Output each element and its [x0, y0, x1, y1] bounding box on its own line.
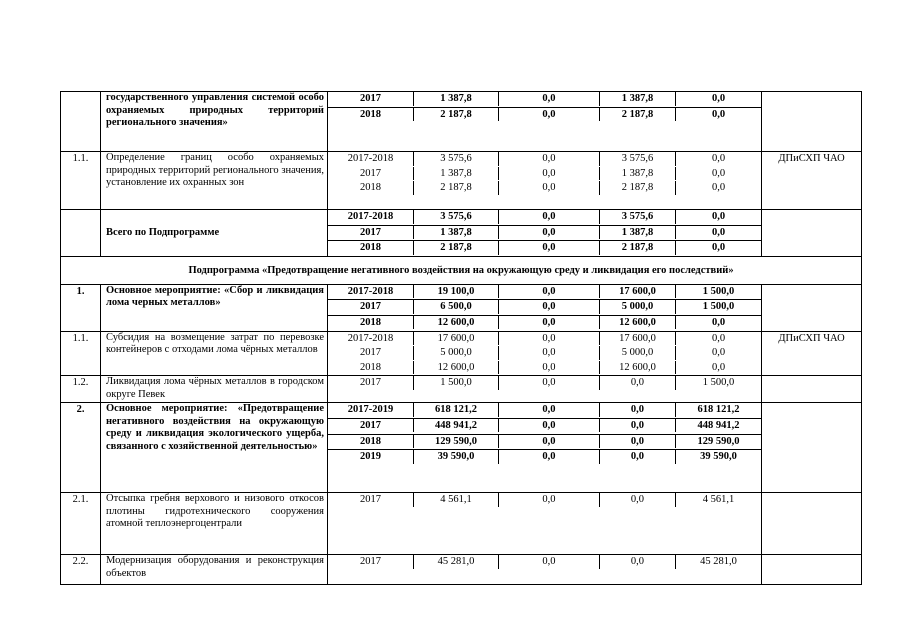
amount-value: 5 000,0 — [599, 300, 675, 314]
amount-value: 17 600,0 — [599, 332, 675, 346]
responsible-executor — [762, 403, 862, 493]
year-value: 2018 — [360, 242, 381, 254]
amount-value: 448 941,2 — [675, 419, 761, 433]
amount-value: 0,0 — [498, 108, 599, 122]
year-value: 2017 — [360, 167, 381, 179]
table-row — [61, 493, 862, 555]
amount-value: 2 187,8 — [599, 108, 675, 122]
table-row — [61, 92, 862, 152]
amount-value: 129 590,0 — [675, 435, 761, 449]
amount-value: 0,0 — [675, 167, 761, 181]
amount-value: 618 121,2 — [675, 403, 761, 417]
financing-line — [328, 181, 761, 196]
amount-value: 0,0 — [498, 300, 599, 314]
amount-value: 0,0 — [498, 346, 599, 360]
amount-value: 19 100,0 — [413, 285, 498, 299]
amount-value: 0,0 — [498, 167, 599, 181]
financing-cell — [328, 284, 762, 331]
activity-name: Субсидия на возмещение затрат по перевозке контейнеров с отходами лома чёрных металлов — [101, 331, 328, 376]
activity-name: Основное мероприятие: «Предотвращение негативного воздействия на окружающую среду и ликвидация экологического ущерба, связанного с хозяйственной деятельностью» — [101, 403, 328, 493]
amount-value: 39 590,0 — [413, 450, 498, 464]
amount-value: 0,0 — [498, 226, 599, 240]
year-value: 2017-2018 — [347, 332, 394, 344]
year-value: 2017-2019 — [347, 404, 394, 416]
financing-line — [328, 403, 761, 419]
amount-value: 0,0 — [498, 419, 599, 433]
amount-value: 5 000,0 — [413, 346, 498, 360]
year-value: 2017 — [360, 377, 381, 389]
row-number — [61, 92, 101, 152]
year-value: 2019 — [360, 451, 381, 463]
financing-line — [328, 346, 761, 361]
amount-value: 3 575,6 — [599, 210, 675, 224]
financing-cell — [328, 331, 762, 376]
row-number: 1.1. — [61, 331, 101, 376]
financing-line — [328, 108, 761, 123]
amount-value: 2 187,8 — [413, 241, 498, 255]
year-value: 2017 — [360, 93, 381, 104]
amount-value: 5 000,0 — [599, 346, 675, 360]
financing-line — [328, 167, 761, 182]
row-number: 1.2. — [61, 376, 101, 403]
amount-value: 1 387,8 — [599, 226, 675, 240]
amount-value: 17 600,0 — [599, 285, 675, 299]
amount-value: 1 500,0 — [413, 376, 498, 390]
activity-name: Основное мероприятие: «Сбор и ликвидация лома черных металлов» — [101, 284, 328, 331]
amount-value: 6 500,0 — [413, 300, 498, 314]
financing-cell — [328, 403, 762, 493]
amount-value: 12 600,0 — [599, 361, 675, 375]
amount-value: 1 387,8 — [413, 226, 498, 240]
amount-value: 2 187,8 — [599, 241, 675, 255]
amount-value: 2 187,8 — [413, 181, 498, 195]
activity-name: Отсыпка гребня верхового и низового откосов плотины гидротехнического сооружения атомной теплоэнергоцентрали — [101, 493, 328, 555]
amount-value: 0,0 — [675, 241, 761, 255]
document-page — [60, 91, 861, 585]
amount-value: 0,0 — [498, 181, 599, 195]
amount-value: 0,0 — [599, 450, 675, 464]
amount-value: 1 500,0 — [675, 376, 761, 390]
amount-value: 0,0 — [675, 108, 761, 122]
amount-value: 0,0 — [498, 332, 599, 346]
year-value: 2018 — [360, 316, 381, 328]
financing-line — [328, 316, 761, 331]
amount-value: 0,0 — [498, 435, 599, 449]
row-number: 2.1. — [61, 493, 101, 555]
responsible-executor: ДПиСХП ЧАО — [762, 152, 862, 210]
amount-value: 0,0 — [675, 316, 761, 330]
amount-value: 1 387,8 — [599, 167, 675, 181]
amount-value: 4 561,1 — [413, 493, 498, 507]
financing-cell — [328, 152, 762, 210]
row-number: 1.1. — [61, 152, 101, 210]
amount-value: 0,0 — [675, 210, 761, 224]
financing-line — [328, 376, 761, 391]
financing-line — [328, 361, 761, 376]
activity-name: Определение границ особо охраняемых природных территорий регионального значения, установление их охранных зон — [101, 152, 328, 210]
amount-value: 0,0 — [675, 92, 761, 106]
amount-value: 618 121,2 — [413, 403, 498, 417]
amount-value: 1 500,0 — [675, 285, 761, 299]
financing-line — [328, 285, 761, 301]
amount-value: 129 590,0 — [413, 435, 498, 449]
amount-value: 0,0 — [498, 361, 599, 375]
amount-value: 12 600,0 — [413, 361, 498, 375]
amount-value: 1 387,8 — [413, 92, 498, 106]
financing-line — [328, 419, 761, 435]
amount-value: 0,0 — [498, 493, 599, 507]
year-value: 2017 — [360, 347, 381, 359]
amount-value: 0,0 — [498, 92, 599, 106]
amount-value: 0,0 — [675, 346, 761, 360]
table-row — [61, 403, 862, 493]
amount-value: 0,0 — [498, 210, 599, 224]
amount-value: 1 387,8 — [599, 92, 675, 106]
amount-value: 0,0 — [599, 403, 675, 417]
responsible-executor — [762, 376, 862, 403]
activity-name: Модернизация оборудования и реконструкция объектов — [101, 555, 328, 585]
financing-line — [328, 332, 761, 347]
financing-line — [328, 555, 761, 570]
financing-cell — [328, 555, 762, 585]
amount-value: 0,0 — [675, 181, 761, 195]
amount-value: 0,0 — [498, 376, 599, 390]
amount-value: 0,0 — [675, 332, 761, 346]
amount-value: 1 500,0 — [675, 300, 761, 314]
amount-value: 0,0 — [498, 241, 599, 255]
amount-value: 17 600,0 — [413, 332, 498, 346]
amount-value: 45 281,0 — [413, 555, 498, 569]
amount-value: 0,0 — [675, 361, 761, 375]
table-row — [61, 331, 862, 376]
financing-line — [328, 226, 761, 242]
amount-value: 0,0 — [498, 316, 599, 330]
row-number: 2.2. — [61, 555, 101, 585]
amount-value: 0,0 — [599, 376, 675, 390]
responsible-executor — [762, 284, 862, 331]
financing-line — [328, 300, 761, 316]
financing-cell — [328, 210, 762, 257]
year-value: 2018 — [360, 361, 381, 373]
responsible-executor — [762, 555, 862, 585]
year-value: 2017 — [360, 226, 381, 238]
amount-value: 3 575,6 — [413, 210, 498, 224]
activity-name: Всего по Подпрограмме — [101, 210, 328, 257]
year-value: 2017-2018 — [347, 153, 394, 164]
year-value: 2018 — [360, 435, 381, 447]
financing-line — [328, 92, 761, 108]
amount-value: 39 590,0 — [675, 450, 761, 464]
subprogram-title: Подпрограмма «Предотвращение негативного воздействия на окружающую среду и ликвидация его последствий» — [61, 256, 862, 284]
financing-line — [328, 450, 761, 465]
amount-value: 45 281,0 — [675, 555, 761, 569]
row-number: 1. — [61, 284, 101, 331]
activity-name: государственного управления системой особо охраняемых природных территорий регионального значения» — [101, 92, 328, 152]
amount-value: 12 600,0 — [599, 316, 675, 330]
table-row — [61, 555, 862, 585]
financing-cell — [328, 493, 762, 555]
financing-line — [328, 493, 761, 508]
financing-cell — [328, 376, 762, 403]
year-value: 2017 — [360, 494, 381, 506]
financing-line — [328, 152, 761, 167]
amount-value: 12 600,0 — [413, 316, 498, 330]
amount-value: 0,0 — [498, 450, 599, 464]
table-row — [61, 284, 862, 331]
responsible-executor — [762, 493, 862, 555]
year-value: 2018 — [360, 182, 381, 194]
financing-line — [328, 210, 761, 226]
responsible-executor — [762, 92, 862, 152]
year-value: 2017 — [360, 556, 381, 568]
amount-value: 3 575,6 — [413, 152, 498, 166]
amount-value: 0,0 — [498, 403, 599, 417]
financing-line — [328, 241, 761, 256]
year-value: 2017 — [360, 301, 381, 313]
financing-cell — [328, 92, 762, 152]
amount-value: 0,0 — [599, 435, 675, 449]
amount-value: 448 941,2 — [413, 419, 498, 433]
amount-value: 0,0 — [675, 226, 761, 240]
amount-value: 2 187,8 — [413, 108, 498, 122]
year-value: 2017-2018 — [347, 211, 394, 222]
year-value: 2017-2018 — [347, 285, 394, 297]
subprogram-row — [61, 256, 862, 284]
amount-value: 0,0 — [498, 152, 599, 166]
row-number: 2. — [61, 403, 101, 493]
table-row — [61, 152, 862, 210]
year-value: 2017 — [360, 419, 381, 431]
table-row — [61, 376, 862, 403]
amount-value: 3 575,6 — [599, 152, 675, 166]
responsible-executor: ДПиСХП ЧАО — [762, 331, 862, 376]
row-number — [61, 210, 101, 257]
amount-value: 0,0 — [599, 419, 675, 433]
amount-value: 0,0 — [498, 285, 599, 299]
amount-value: 2 187,8 — [599, 181, 675, 195]
table-row — [61, 210, 862, 257]
amount-value: 1 387,8 — [413, 167, 498, 181]
amount-value: 0,0 — [498, 555, 599, 569]
financing-line — [328, 435, 761, 451]
budget-table — [60, 91, 862, 585]
amount-value: 0,0 — [599, 555, 675, 569]
amount-value: 0,0 — [675, 152, 761, 166]
amount-value: 0,0 — [599, 493, 675, 507]
amount-value: 4 561,1 — [675, 493, 761, 507]
year-value: 2018 — [360, 108, 381, 120]
responsible-executor — [762, 210, 862, 257]
activity-name: Ликвидация лома чёрных металлов в городском округе Певек — [101, 376, 328, 403]
